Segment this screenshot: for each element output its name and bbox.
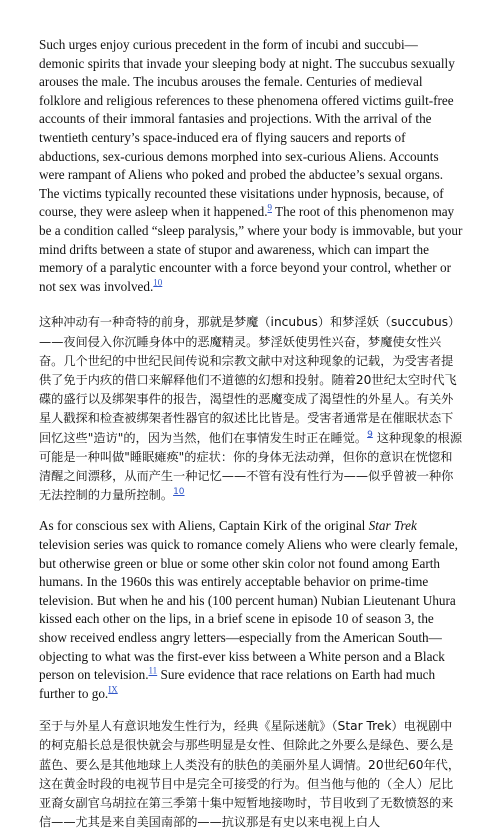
italic-title: Star Trek — [368, 518, 417, 534]
footnote-link-ix[interactable]: IX — [108, 684, 118, 695]
paragraph-text: 这种现象的根源可能是一种叫做"睡眠瘫痪"的症状：你的身体无法动弹，但你的意识在恍惚和清醒之间漂移，从而产生一种记忆——不管有没有性行为——似乎曾被一种你无法控制的力量所控制。 — [39, 430, 463, 503]
paragraph-text: Such urges enjoy curious precedent in the form of incubi and succubi—demonic spirits that invade your sleeping body at night. The succubus sexually arouses the male. The incubus arouses the female. Centuries of medieval folklore and religious references to these phenomena offered victims guilt-free accounts of their immoral fantasies and projections. With the arrival of the twentieth century’s space-induced era of flying saucers and reports of abductions, sex-curious demons morphed into sex-curious Aliens. Accounts were rampant of Aliens who poked and probed the abductee’s sexual organs. The victims typically recounted these visitations under hypnosis, because, of course, they were asleep when it happened. — [39, 37, 455, 220]
paragraph-text: television series was quick to romance comely Aliens who were clearly female, but otherwise green or blue or some other skin color not found among Earth humans. In the 1960s this was entirely acceptable behavior on prime-time television. But when he and his (100 percent human) Nubian Lieutenant Uhura kissed each other on the lips, in a brief scene in episode 10 of season 3, the show received endless angry letters—especially from the American South—objecting to what was the first-ever kiss between a White person and a Black person on television. — [39, 536, 458, 683]
footnote-link-11[interactable]: 11 — [148, 665, 158, 676]
footnote-link-10[interactable]: 10 — [153, 277, 163, 288]
paragraph-text: Sure evidence that race relations on Earth had much further to go. — [39, 667, 436, 701]
paragraph-text: The root of this phenomenon may be a condition called “sleep paralysis,” where your body is immovable, but your mind drifts between a state of stupor and awareness, which can impart the memory of a paralytic encounter with a force beyond your control, whether or not sex was involved. — [39, 204, 463, 294]
english-paragraph-star-trek — [39, 517, 463, 703]
english-paragraph-incubi — [39, 36, 463, 296]
footnote-link-9[interactable]: 9 — [367, 429, 373, 440]
paragraph-text: 这种冲动有一种奇特的前身，那就是梦魔（incubus）和梦淫妖（succubus）——夜间侵入你沉睡身体中的恶魔精灵。梦淫妖使男性兴奋，梦魔使女性兴奋。几个世纪的中世纪民间传说和宗教文献中对这种现象的记载，为受害者提供了免于内疚的借口来解释他们不道德的幻想和投射。随着20世纪太空时代飞碟的盛行以及绑架事件的报告，渴望性的恶魔变成了渴望性的外星人。有关外星人戳探和检查被绑架者性器官的叙述比比皆是。受害者通常是在催眠状态下回忆这些"造访"的，因为当然，他们在事情发生时正在睡觉。 — [39, 315, 461, 445]
paragraph-text: As for conscious sex with Aliens, Captain Kirk of the original — [39, 518, 369, 534]
footnote-link-10[interactable]: 10 — [173, 487, 185, 498]
footnote-link-9[interactable]: 9 — [267, 202, 272, 213]
document-page — [39, 36, 463, 833]
chinese-paragraph-incubi — [39, 313, 463, 505]
chinese-paragraph-star-trek — [39, 717, 463, 832]
paragraph-text: 至于与外星人有意识地发生性行为，经典《星际迷航》（Star Trek）电视剧中的柯克船长总是很快就会与那些明显是女性、但除此之外要么是绿色、要么是蓝色、要么是其他地球上人类没有的肤色的美丽外星人调情。20世纪60年代，这在黄金时段的电视节目中是完全可接受的行为。但当他与他的（全人）尼比亚裔女副官乌胡拉在第三季第十集中短暂地接吻时，节目收到了无数愤怒的来信——尤其是来自美国南部的——抗议那是有史以来电视上白人 — [39, 719, 461, 830]
